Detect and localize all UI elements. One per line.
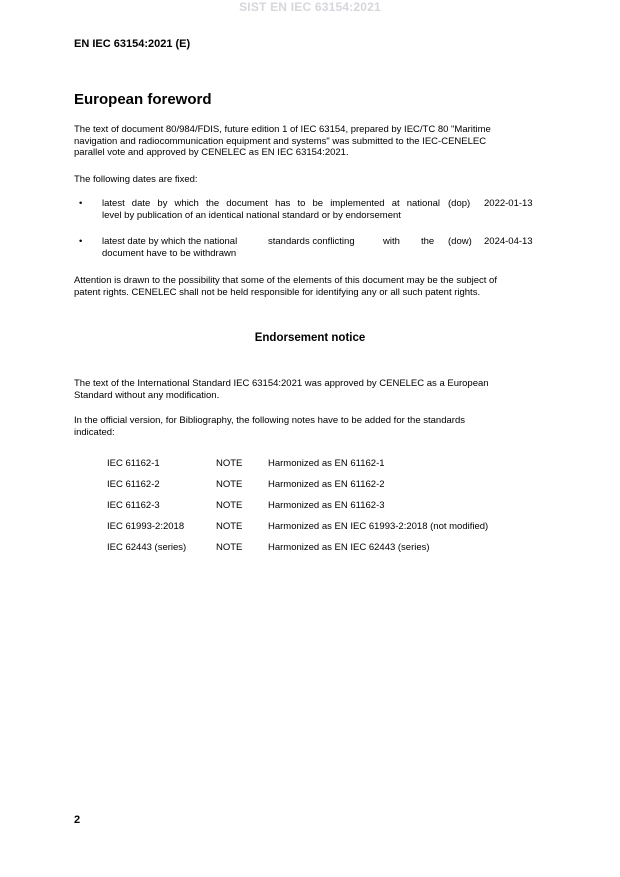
text-fragment: standards conflicting [268, 236, 355, 247]
dop-date: 2022-01-13 [484, 198, 533, 209]
text-line: indicated: [74, 426, 115, 438]
note-text: Harmonized as EN 61162-2 [268, 479, 385, 490]
text-line: parallel vote and approved by CENELEC as EN IEC 63154:2021. [74, 147, 349, 158]
note-label: NOTE [216, 458, 243, 469]
bullet-symbol: • [79, 198, 83, 209]
note-text: Harmonized as EN 61162-1 [268, 458, 385, 469]
document-identifier: EN IEC 63154:2021 (E) [74, 38, 191, 50]
note-label: NOTE [216, 521, 243, 532]
endorsement-paragraph [74, 378, 546, 401]
text-fragment: latest date by which the national [102, 236, 238, 247]
dow-date: 2024-04-13 [484, 236, 533, 247]
endorsement-heading: Endorsement notice [254, 332, 366, 344]
text-line: latest date by which the document has to be implemented at national [102, 198, 440, 209]
note-text: Harmonized as EN 61162-3 [268, 500, 385, 511]
note-standard: IEC 61993-2:2018 [107, 521, 185, 532]
note-text: Harmonized as EN IEC 61993-2:2018 (not modified) [268, 521, 489, 532]
text-line: level by publication of an identical national standard or by endorsement [102, 209, 401, 221]
text-fragment: the [421, 236, 435, 247]
text-fragment: with [383, 236, 400, 247]
dow-description [102, 236, 440, 259]
text-line: Standard without any modification. [74, 389, 220, 401]
watermark: SIST EN IEC 63154:2021 [239, 0, 381, 14]
note-standard: IEC 61162-3 [107, 500, 160, 511]
note-standard: IEC 61162-1 [107, 458, 160, 469]
bullet-symbol: • [79, 236, 83, 247]
text-line: The text of the International Standard IEC 63154:2021 was approved by CENELEC as a European [74, 378, 489, 389]
note-label: NOTE [216, 479, 243, 490]
text-line: document have to be withdrawn [102, 247, 237, 259]
note-label: NOTE [216, 500, 243, 511]
foreword-heading: European foreword [74, 91, 212, 108]
text-line: The text of document 80/984/FDIS, future edition 1 of IEC 63154, prepared by IEC/TC 80 "Maritime [74, 124, 491, 135]
attention-paragraph [74, 275, 546, 298]
text-line: Attention is drawn to the possibility that some of the elements of this document may be the subject of [74, 275, 497, 286]
dow-code: (dow) [448, 236, 472, 247]
text-line: navigation and radiocommunication equipment and systems" was submitted to the IEC-CENELEC [74, 135, 487, 147]
note-standard: IEC 62443 (series) [107, 542, 187, 553]
dop-description [102, 198, 440, 221]
note-standard: IEC 61162-2 [107, 479, 160, 490]
dop-code: (dop) [448, 198, 471, 209]
bibliography-paragraph [74, 415, 546, 438]
dates-intro: The following dates are fixed: [74, 174, 198, 185]
page-number: 2 [74, 814, 81, 826]
note-text: Harmonized as EN IEC 62443 (series) [268, 542, 430, 553]
text-line: In the official version, for Bibliography, the following notes have to be added for the standards [74, 415, 465, 426]
foreword-intro [74, 124, 546, 159]
note-label: NOTE [216, 542, 243, 553]
text-line: patent rights. CENELEC shall not be held responsible for identifying any or all such patent rights. [74, 286, 481, 298]
